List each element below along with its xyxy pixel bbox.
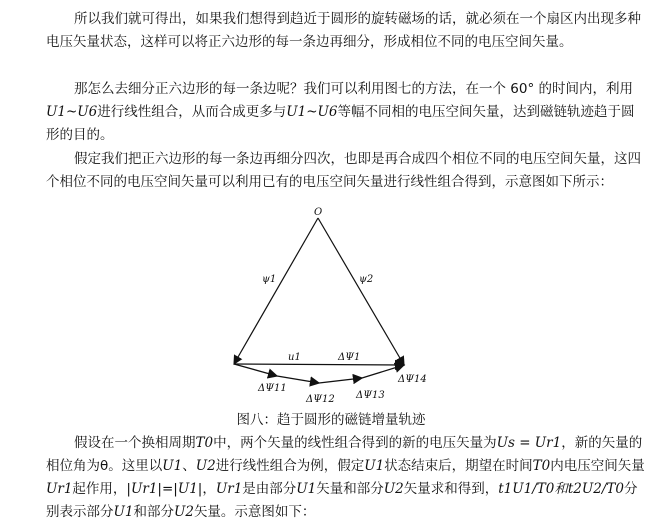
p4-text-i: |=| xyxy=(157,481,178,497)
math-u1-b: U1 xyxy=(364,458,385,474)
math-u1-u6: U1~U6 xyxy=(46,104,98,120)
math-t2u2-t0: 和t2U2/T0 xyxy=(554,481,624,497)
math-u1-c: U1 xyxy=(177,481,198,497)
math-u1-u6-2: U1~U6 xyxy=(286,104,338,120)
vector-psi1 xyxy=(234,218,318,364)
p4-text-f: 状态结束后，期望在时间 xyxy=(384,458,533,474)
p4-text-h: 起作用，| xyxy=(72,481,131,497)
flux-increment-diagram xyxy=(222,205,432,405)
p4-text-d: 、 xyxy=(182,458,196,474)
p2-text-b: 进行线性组合，从而合成更多与 xyxy=(97,104,287,120)
p4-text-a: 假设在一个换相周期 xyxy=(74,435,196,451)
vector-psi2 xyxy=(318,218,404,365)
segment-dpsi13 xyxy=(319,378,362,383)
paragraph-4 xyxy=(46,432,646,524)
label-dpsi13: ΔΨ13 xyxy=(356,390,385,401)
label-psi1: ψ1 xyxy=(262,274,277,285)
label-dpsi11: ΔΨ11 xyxy=(258,383,287,394)
paragraph-1: 所以我们就可得出，如果我们想得到趋近于圆形的旋转磁场的话，就必须在一个扇区内出现多种电压矢量状态，这样可以将正六边形的每一条边再细分，形成相位不同的电压空间矢量。 xyxy=(46,11,641,50)
p4-text-l: 矢量和部分 xyxy=(316,481,384,497)
p2-text-a: 那怎么去细分正六边形的每一条边呢？我们可以利用图七的方法，在一个 60° 的时间内，利用 xyxy=(74,81,634,97)
p4-text-e: 进行线性组合为例，假定 xyxy=(215,458,365,474)
math-ur1-b: Ur1 xyxy=(130,481,158,497)
label-psi2: ψ2 xyxy=(359,274,374,285)
p4-text-c: ，新的矢量的相位角为θ。这里以 xyxy=(46,435,643,474)
p4-text-g: 内电压空间矢量 xyxy=(550,458,645,474)
label-u1: u1 xyxy=(288,352,301,363)
p4-text-b: 中，两个矢量的线性组合得到的新的电压矢量为 xyxy=(213,435,497,451)
math-ur1: Ur1 xyxy=(46,481,73,497)
label-dpsi12: ΔΨ12 xyxy=(306,394,335,405)
math-u1-d: U1 xyxy=(296,481,317,497)
label-dpsi1: ΔΨ1 xyxy=(338,352,361,363)
p4-text-p: 矢量。示意图如下： xyxy=(193,504,316,520)
math-u2: U2 xyxy=(195,458,216,474)
label-dpsi14: ΔΨ14 xyxy=(398,374,427,385)
paragraph-3: 假定我们把正六边形的每一条边再细分四次，也即是再合成四个相位不同的电压空间矢量，这四个相位不同的电压空间矢量可以利用已有的电压空间矢量进行线性组合得到，示意图如下所示： xyxy=(46,151,641,190)
p4-text-m: 矢量求和得到， xyxy=(403,481,499,497)
math-us-eq-ur1: Us = Ur1 xyxy=(496,435,562,451)
math-t0-b: T0 xyxy=(532,458,551,474)
math-u1-e: U1 xyxy=(113,504,134,520)
vector-u1 xyxy=(234,364,404,365)
p4-text-k: 是由部分 xyxy=(242,481,297,497)
p4-text-o: 和部分 xyxy=(133,504,174,520)
math-t1u1-t0: t1U1/T0 xyxy=(498,481,555,497)
segment-dpsi11 xyxy=(234,364,277,376)
math-u1: U1 xyxy=(162,458,183,474)
figure-caption: 图八：趋于圆形的磁链增量轨迹 xyxy=(236,412,426,428)
math-t0: T0 xyxy=(195,435,214,451)
p2-text-c: 等幅不同相的电压空间矢量，达到磁链轨迹趋于圆形的目的。 xyxy=(46,104,635,143)
math-u2-c: U2 xyxy=(173,504,194,520)
p4-text-n: 分别表示部分 xyxy=(46,481,638,520)
label-O: O xyxy=(314,207,323,218)
math-u2-b: U2 xyxy=(383,481,404,497)
p4-text-j: |， xyxy=(197,481,216,497)
math-ur1-c: Ur1 xyxy=(215,481,243,497)
paragraph-2 xyxy=(46,78,646,147)
segment-dpsi12 xyxy=(277,376,319,383)
